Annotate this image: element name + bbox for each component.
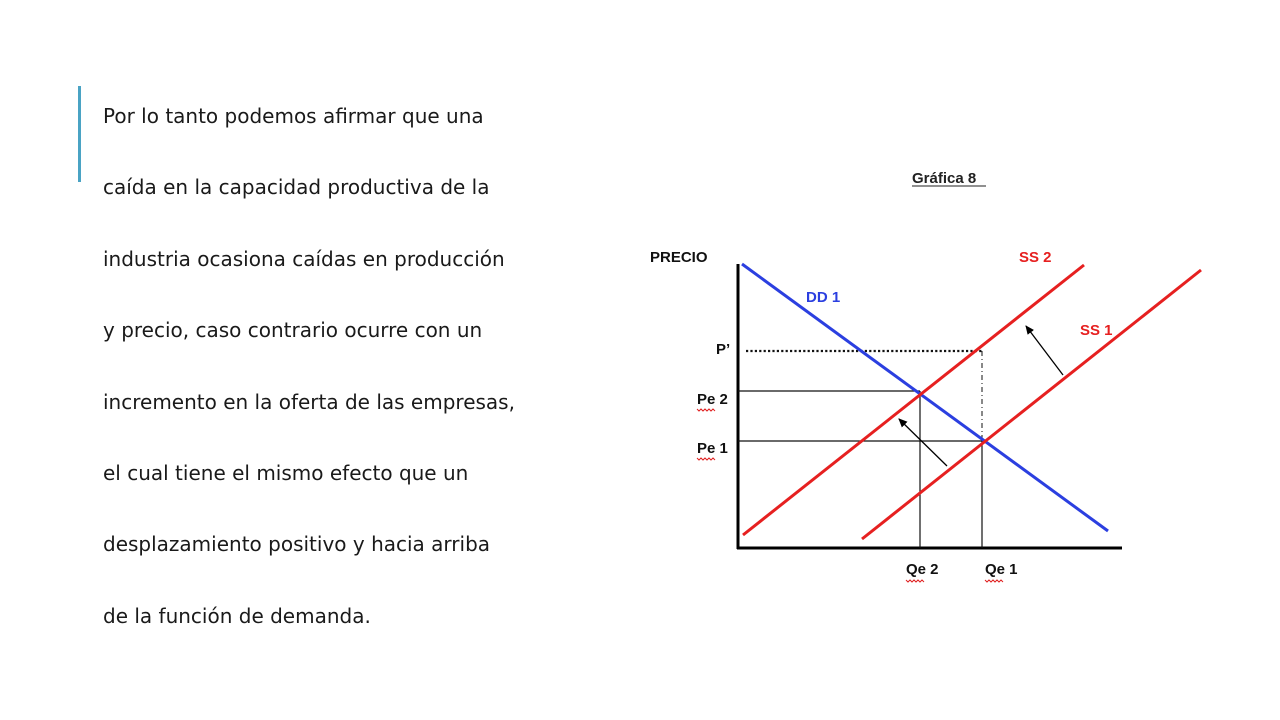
p-prime-label: P’ <box>716 341 731 358</box>
spellcheck-underline <box>697 458 715 460</box>
ss1-label: SS 1 <box>1080 322 1113 339</box>
paragraph-line: y precio, caso contrario ocurre con un <box>103 318 483 343</box>
spellcheck-underline <box>906 580 924 582</box>
paragraph-line: incremento en la oferta de las empresas, <box>103 389 515 414</box>
paragraph-line: desplazamiento positivo y hacia arriba <box>103 532 491 557</box>
supply-curve-ss2 <box>743 265 1084 535</box>
paragraph-line: Por lo tanto podemos afirmar que una <box>103 104 484 128</box>
shift-arrow-lower <box>899 419 947 466</box>
paragraph-line: industria ocasiona caídas en producción <box>103 246 505 271</box>
diagram-title: Gráfica 8 <box>912 170 977 187</box>
qe2-label: Qe 2 <box>906 561 939 578</box>
supply-curve-ss1 <box>862 270 1201 539</box>
spellcheck-underline <box>697 409 715 411</box>
paragraph-line: el cual tiene el mismo efecto que un <box>103 460 469 485</box>
dd1-label: DD 1 <box>806 289 841 306</box>
pe2-label: Pe 2 <box>697 391 728 408</box>
y-axis-label: PRECIO <box>650 249 708 266</box>
pe1-label: Pe 1 <box>697 440 728 457</box>
ss2-label: SS 2 <box>1019 249 1052 266</box>
paragraph-line: caída en la capacidad productiva de la <box>103 175 490 200</box>
spellcheck-underline <box>985 580 1003 582</box>
paragraph-line: de la función de demanda. <box>103 603 371 628</box>
shift-arrow-upper <box>1026 326 1063 375</box>
qe1-label: Qe 1 <box>985 561 1018 578</box>
